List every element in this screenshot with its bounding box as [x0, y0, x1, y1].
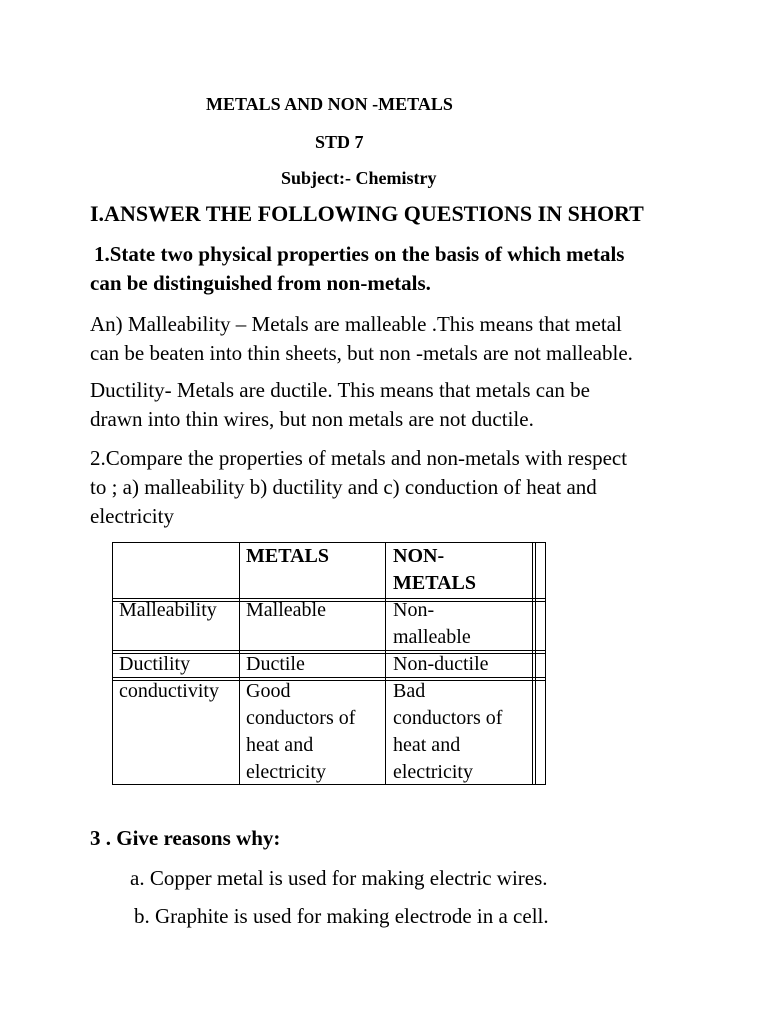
- table-cell-property: conductivity: [119, 680, 219, 702]
- answer-malleability-line-1: An) Malleability – Metals are malleable .This means that metal: [90, 312, 622, 336]
- table-cell-non-metals-line-1: Non-: [393, 599, 435, 621]
- table-cell-property: Ductility: [119, 653, 191, 675]
- question-1-line-2: can be distinguished from non-metals.: [90, 271, 431, 295]
- table-cell-property: Malleability: [119, 599, 217, 621]
- answer-malleability-line-2: can be beaten into thin sheets, but non -metals are not malleable.: [90, 341, 633, 365]
- std-label: STD 7: [315, 132, 364, 152]
- section-heading: I.ANSWER THE FOLLOWING QUESTIONS IN SHORT: [90, 201, 644, 226]
- doc-title: METALS AND NON -METALS: [206, 94, 453, 114]
- table-divider: [385, 543, 386, 784]
- table-cell-non-metals-line-1: Bad: [393, 680, 426, 702]
- question-3-item-b: b. Graphite is used for making electrode in a cell.: [134, 904, 549, 928]
- table-header-non-metals-line-1: NON-: [393, 545, 445, 567]
- question-2-line-2: to ; a) malleability b) ductility and c) conduction of heat and: [90, 475, 597, 499]
- subject-label: Subject:- Chemistry: [281, 168, 437, 188]
- table-cell-metals: Ductile: [246, 653, 305, 675]
- table-cell-non-metals-line-4: electricity: [393, 761, 473, 783]
- question-3-heading: 3 . Give reasons why:: [90, 826, 281, 850]
- answer-ductility-line-2: drawn into thin wires, but non metals are not ductile.: [90, 407, 534, 431]
- table-divider: [535, 543, 536, 784]
- table-cell-metals-line-2: conductors of: [246, 707, 356, 729]
- comparison-table: [112, 542, 546, 785]
- question-1-line-1: 1.State two physical properties on the basis of which metals: [94, 242, 625, 266]
- table-divider: [532, 543, 533, 784]
- table-cell-non-metals-line-2: malleable: [393, 626, 471, 648]
- question-2-line-3: electricity: [90, 504, 174, 528]
- table-cell-non-metals: Non-ductile: [393, 653, 489, 675]
- question-3-item-a: a. Copper metal is used for making electric wires.: [130, 866, 548, 890]
- table-cell-non-metals-line-3: heat and: [393, 734, 461, 756]
- answer-ductility-line-1: Ductility- Metals are ductile. This means that metals can be: [90, 378, 590, 402]
- table-cell-metals: Malleable: [246, 599, 326, 621]
- table-header-metals: METALS: [246, 545, 329, 567]
- table-cell-metals-line-3: heat and: [246, 734, 314, 756]
- table-cell-metals-line-1: Good: [246, 680, 291, 702]
- table-cell-non-metals-line-2: conductors of: [393, 707, 503, 729]
- table-cell-metals-line-4: electricity: [246, 761, 326, 783]
- question-2-line-1: 2.Compare the properties of metals and non-metals with respect: [90, 446, 628, 470]
- table-header-non-metals-line-2: METALS: [393, 572, 476, 594]
- table-divider: [239, 543, 240, 784]
